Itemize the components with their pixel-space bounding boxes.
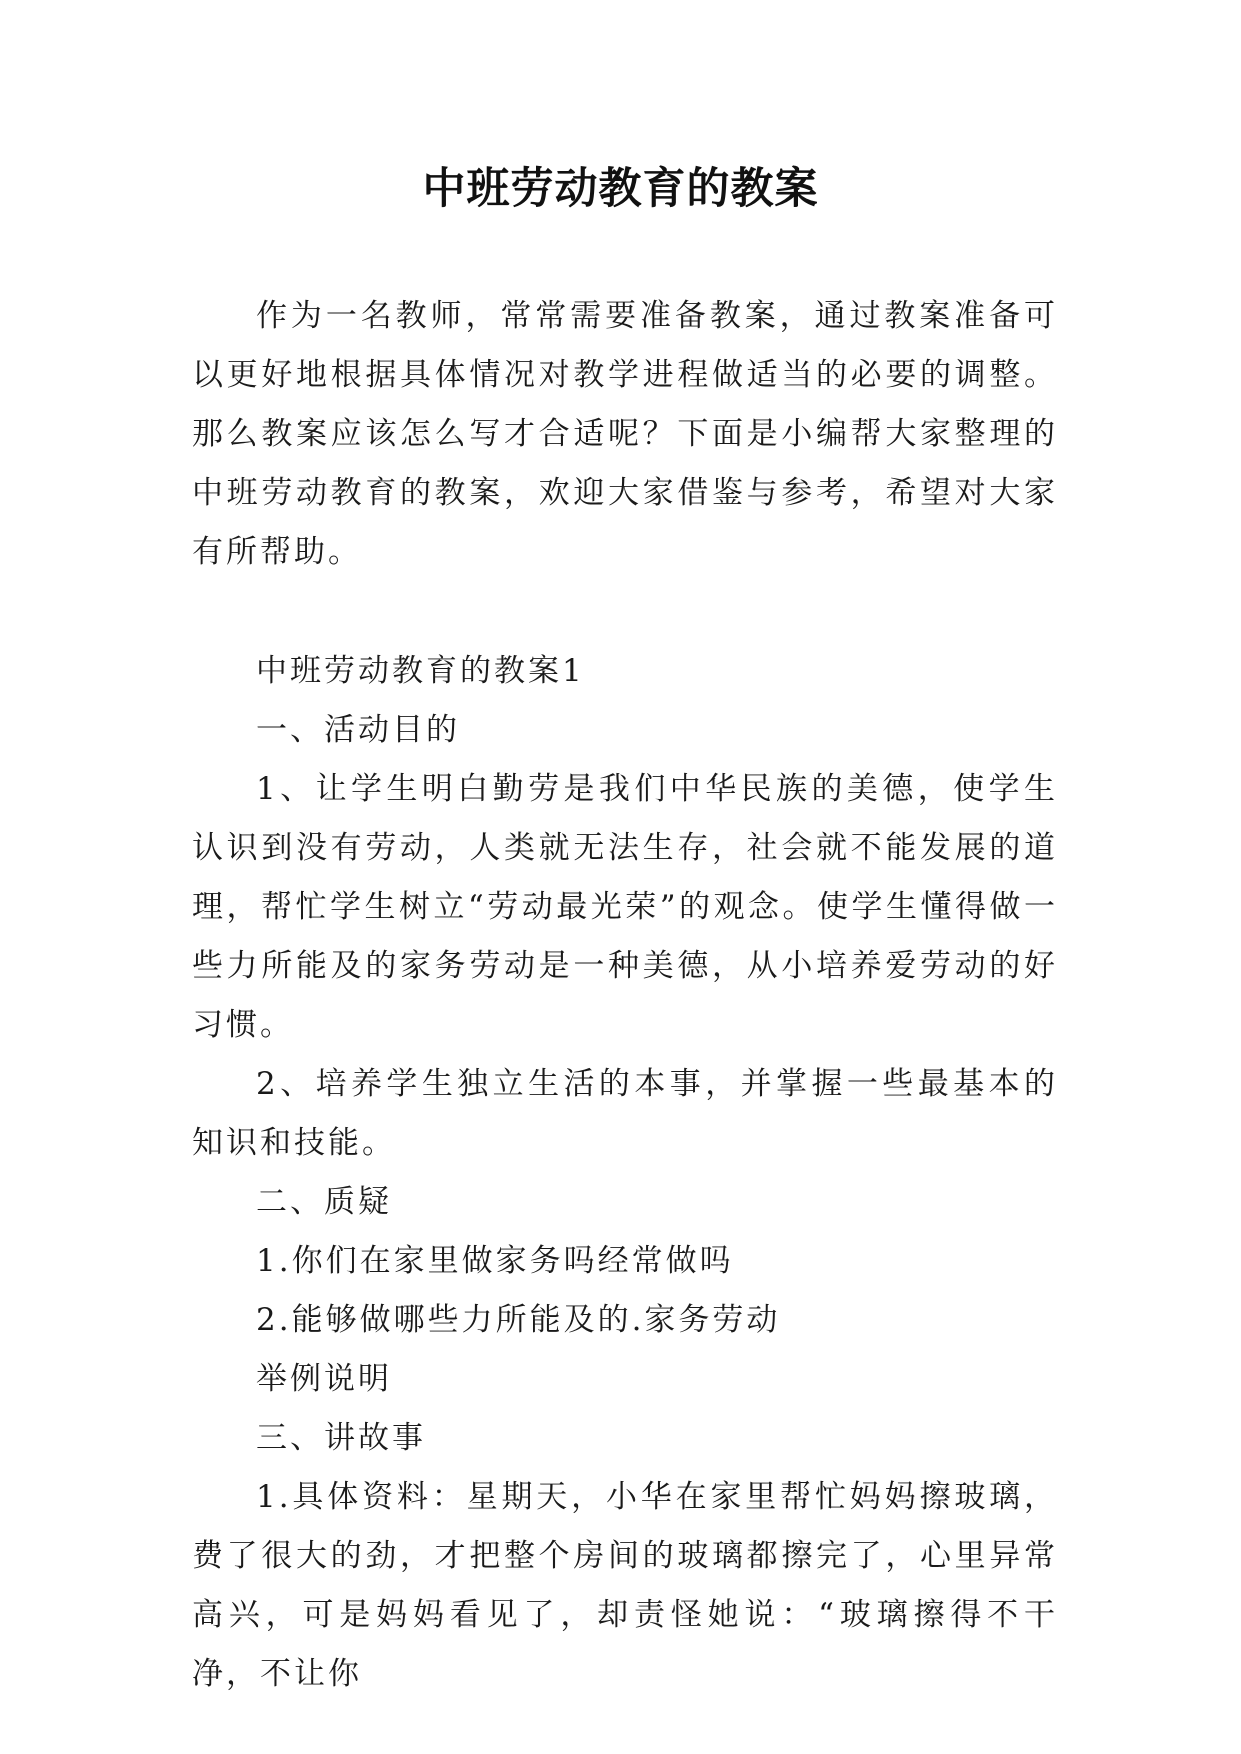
document-body xyxy=(192,287,1058,1704)
document-title: 中班劳动教育的教案 xyxy=(422,164,819,214)
subsection-heading: 二、质疑 xyxy=(256,1184,392,1220)
subsection-heading: 三、讲故事 xyxy=(256,1420,426,1456)
paragraph: 2.能够做哪些力所能及的.家务劳动 xyxy=(256,1302,781,1338)
subsection-heading: 一、活动目的 xyxy=(256,712,460,748)
paragraph: 1、让学生明白勤劳是我们中华民族的美德，使学生认识到没有劳动，人类就无法生存，社会就不能发展的道理，帮忙学生树立“劳动最光荣”的观念。使学生懂得做一些力所能及的家务劳动是一种美德，从小培养爱劳动的好习惯。 xyxy=(192,771,1058,1043)
paragraph: 2、培养学生独立生活的本事，并掌握一些最基本的知识和技能。 xyxy=(192,1066,1058,1161)
paragraph: 1.你们在家里做家务吗经常做吗 xyxy=(256,1243,734,1279)
paragraph: 1.具体资料：星期天，小华在家里帮忙妈妈擦玻璃，费了很大的劲，才把整个房间的玻璃都擦完了，心里异常高兴，可是妈妈看见了，却责怪她说：“玻璃擦得不干净，不让你 xyxy=(192,1479,1058,1692)
intro-paragraph: 作为一名教师，常常需要准备教案，通过教案准备可以更好地根据具体情况对教学进程做适当的必要的调整。那么教案应该怎么写才合适呢？下面是小编帮大家整理的中班劳动教育的教案，欢迎大家借鉴与参考，希望对大家有所帮助。 xyxy=(192,298,1058,570)
section-heading: 中班劳动教育的教案1 xyxy=(256,653,585,689)
paragraph: 举例说明 xyxy=(256,1361,392,1397)
section-gap xyxy=(192,582,1058,642)
